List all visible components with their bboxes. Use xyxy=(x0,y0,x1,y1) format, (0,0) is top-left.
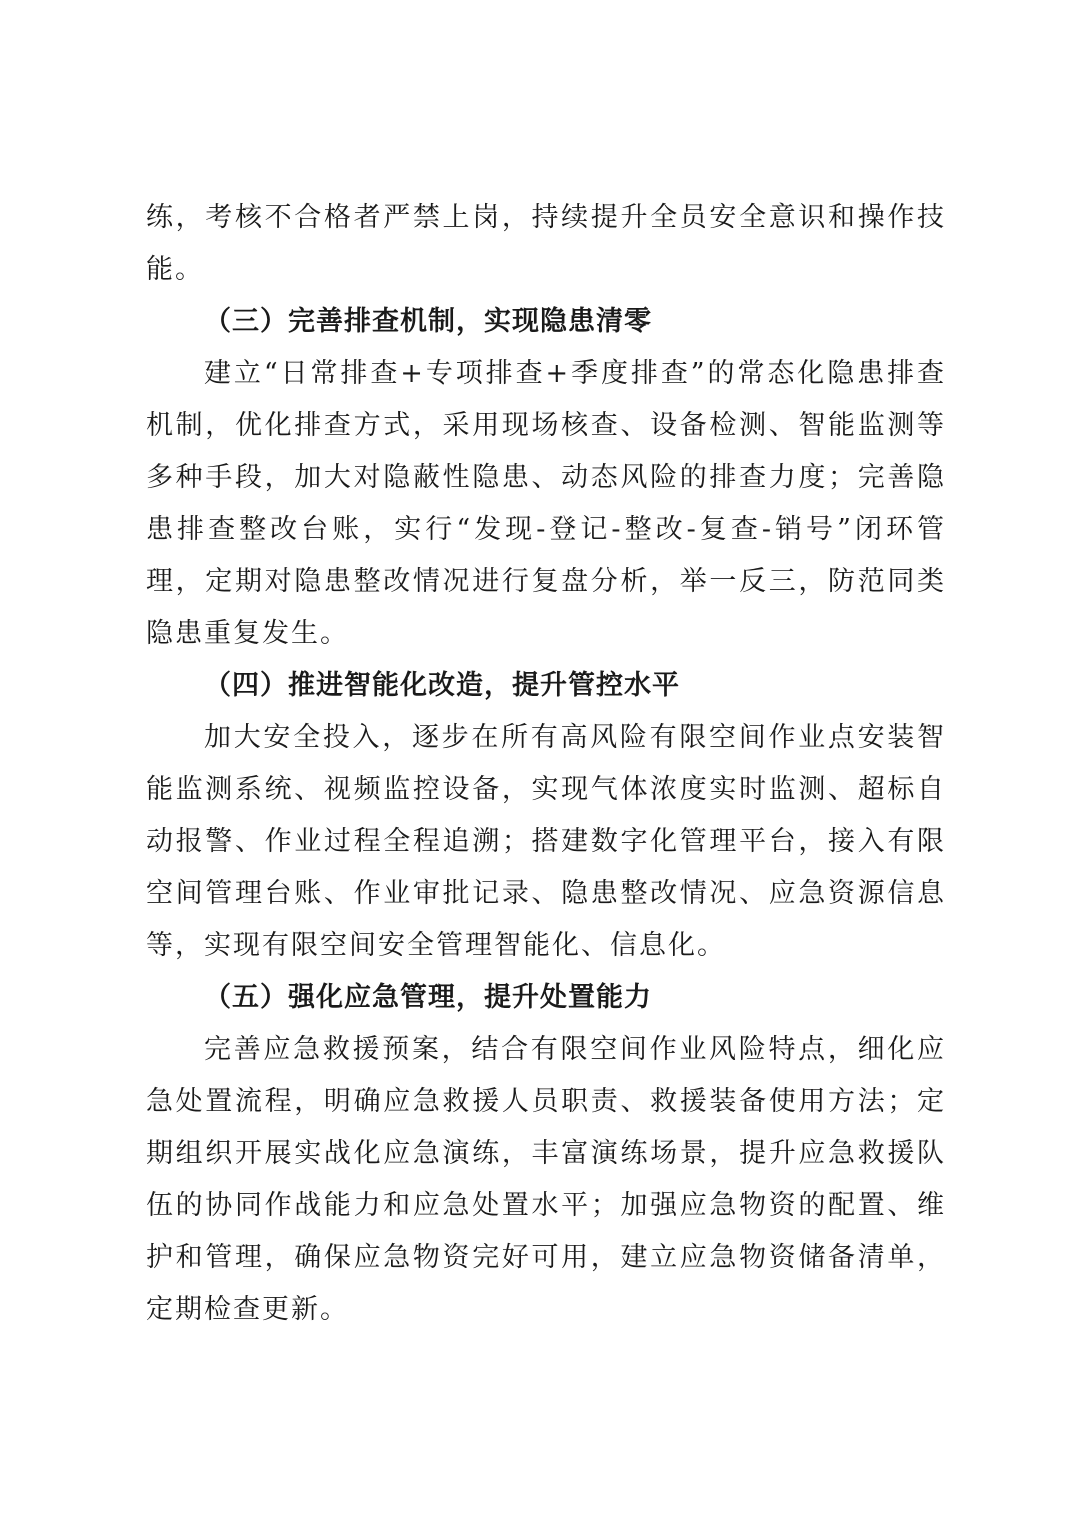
section-heading-4: （四）推进智能化改造，提升管控水平 xyxy=(204,670,680,701)
paragraph-intelligent-upgrade: 加大安全投入，逐步在所有高风险有限空间作业点安装智能监测系统、视频监控设备，实现气体浓度实时监测、超标自动报警、作业过程全程追溯；搭建数字化管理平台，接入有限空间管理台账、作业审批记录、隐患整改情况、应急资源信息等，实现有限空间安全管理智能化、信息化。 xyxy=(146,722,946,961)
paragraph-continuation: 练，考核不合格者严禁上岗，持续提升全员安全意识和操作技能。 xyxy=(146,202,946,285)
paragraph-emergency-management: 完善应急救援预案，结合有限空间作业风险特点，细化应急处置流程，明确应急救援人员职责、救援装备使用方法；定期组织开展实战化应急演练，丰富演练场景，提升应急救援队伍的协同作战能力和应急处置水平；加强应急物资的配置、维护和管理，确保应急物资完好可用，建立应急物资储备清单，定期检查更新。 xyxy=(146,1034,946,1325)
document-body xyxy=(146,192,946,1336)
section-heading-5: （五）强化应急管理，提升处置能力 xyxy=(204,982,652,1013)
paragraph-inspection-mechanism: 建立“日常排查+专项排查+季度排查”的常态化隐患排查机制，优化排查方式，采用现场核查、设备检测、智能监测等多种手段，加大对隐蔽性隐患、动态风险的排查力度；完善隐患排查整改台账，实行“发现-登记-整改-复查-销号”闭环管理，定期对隐患整改情况进行复盘分析，举一反三，防范同类隐患重复发生。 xyxy=(146,358,946,649)
section-heading-3: （三）完善排查机制，实现隐患清零 xyxy=(204,306,652,337)
